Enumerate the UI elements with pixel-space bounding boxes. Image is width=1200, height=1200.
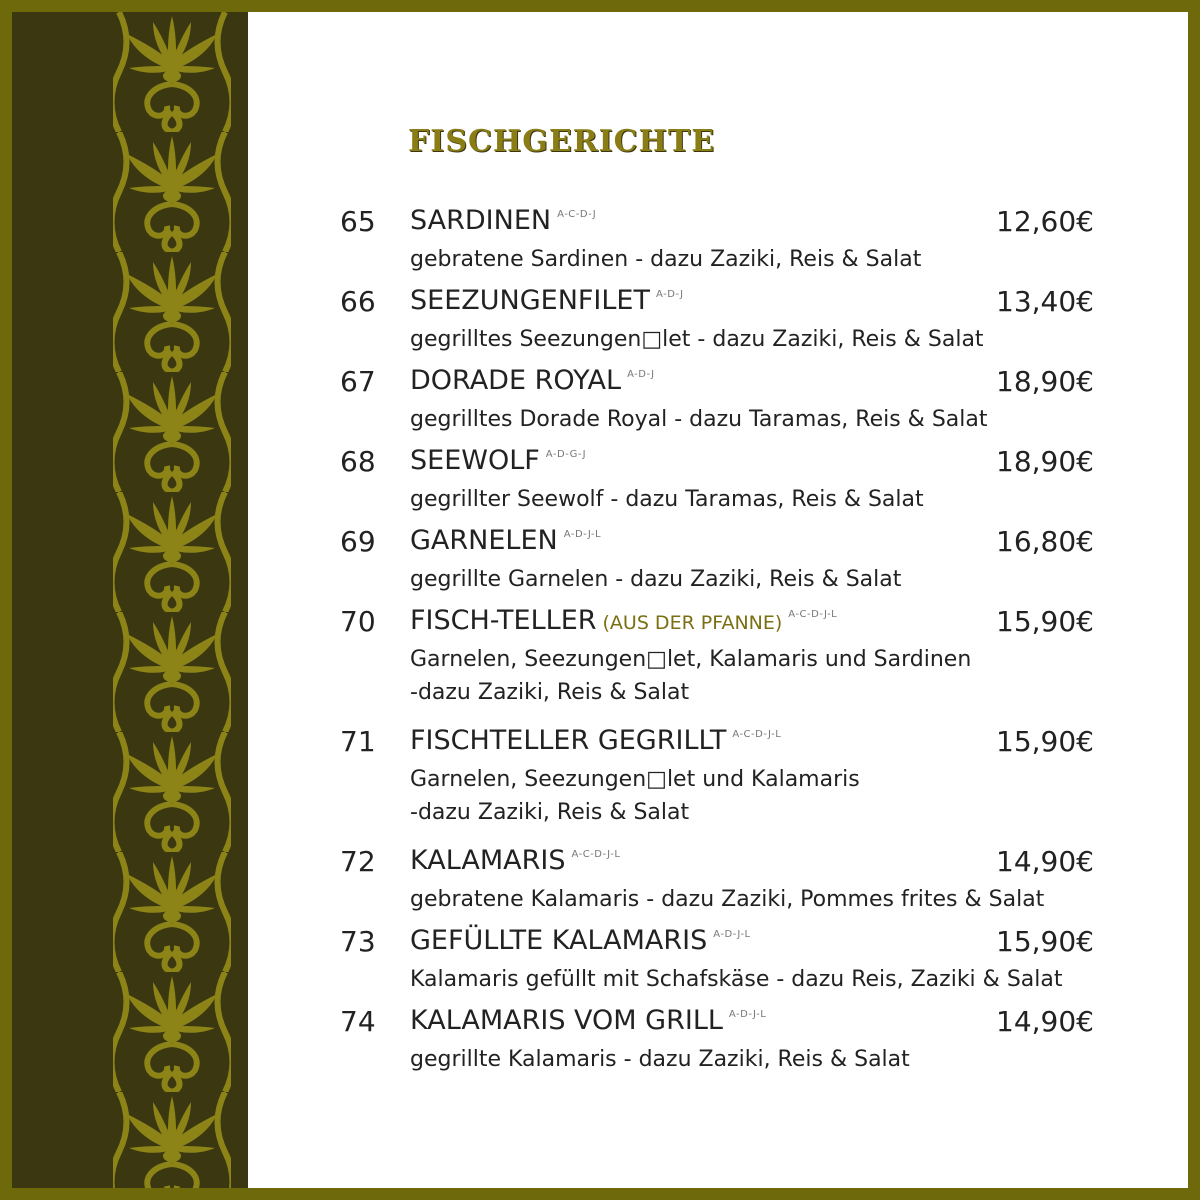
item-name-line <box>410 445 586 476</box>
item-price: 18,90€ <box>996 365 1094 398</box>
item-description <box>410 963 1062 996</box>
description-line: -dazu Zaziki, Reis & Salat <box>410 680 690 705</box>
item-number: 72 <box>340 845 376 878</box>
description-line: gegrillte Garnelen - dazu Zaziki, Reis & Salat <box>410 567 902 592</box>
allergen-codes: A-C-D-J-L <box>571 849 621 860</box>
item-description <box>410 763 860 829</box>
description-line: gebratene Sardinen - dazu Zaziki, Reis & Salat <box>410 247 922 272</box>
allergen-codes: A-C-D-J-L <box>732 729 782 740</box>
item-price: 15,90€ <box>996 925 1094 958</box>
description-line: Garnelen, Seezungen□let, Kalamaris und Sardinen <box>410 647 972 672</box>
item-price: 15,90€ <box>996 725 1094 758</box>
item-number: 71 <box>340 725 376 758</box>
item-price: 12,60€ <box>996 205 1094 238</box>
greek-palmette-ornament-icon <box>113 12 231 1188</box>
item-price: 16,80€ <box>996 525 1094 558</box>
item-price: 14,90€ <box>996 1005 1094 1038</box>
item-number: 74 <box>340 1005 376 1038</box>
description-line: gebratene Kalamaris - dazu Zaziki, Pommes frites & Salat <box>410 887 1045 912</box>
item-name-line <box>410 525 601 556</box>
item-description <box>410 323 984 356</box>
item-number: 66 <box>340 285 376 318</box>
item-name-line <box>410 205 596 236</box>
item-number: 69 <box>340 525 376 558</box>
item-name-line <box>410 1005 766 1036</box>
item-price: 13,40€ <box>996 285 1094 318</box>
item-name: SARDINEN <box>410 205 552 236</box>
item-description <box>410 1043 910 1076</box>
description-line: gegrilltes Seezungen□let - dazu Zaziki, Reis & Salat <box>410 327 984 352</box>
allergen-codes: A-D-J <box>627 369 655 380</box>
allergen-codes: A-D-J-L <box>563 529 602 540</box>
item-number: 73 <box>340 925 376 958</box>
description-line: gegrilltes Dorade Royal - dazu Taramas, Reis & Salat <box>410 407 988 432</box>
menu-page <box>248 12 1188 1188</box>
item-number: 65 <box>340 205 376 238</box>
description-line: gegrillter Seewolf - dazu Taramas, Reis & Salat <box>410 487 924 512</box>
item-name: SEEWOLF <box>410 445 540 476</box>
item-number: 67 <box>340 365 376 398</box>
item-description <box>410 243 921 276</box>
item-number: 68 <box>340 445 376 478</box>
item-description <box>410 643 971 709</box>
description-line: -dazu Zaziki, Reis & Salat <box>410 800 690 825</box>
item-number: 70 <box>340 605 376 638</box>
item-price: 18,90€ <box>996 445 1094 478</box>
item-name: FISCHTELLER GEGRILLT <box>410 725 727 756</box>
item-name-line <box>410 285 684 316</box>
item-name: FISCH-TELLER <box>410 605 597 636</box>
allergen-codes: A-C-D-J <box>557 209 597 220</box>
item-name: DORADE ROYAL <box>410 365 622 396</box>
item-price: 14,90€ <box>996 845 1094 878</box>
allergen-codes: A-D-G-J <box>545 449 587 460</box>
item-name-line <box>410 725 781 756</box>
section-title: FISCHGERICHTE <box>408 124 716 159</box>
allergen-codes: A-D-J-L <box>713 929 751 940</box>
allergen-codes: A-C-D-J-L <box>788 609 838 620</box>
item-name: GEFÜLLTE KALAMARIS <box>410 925 708 956</box>
item-name: GARNELEN <box>410 525 558 556</box>
description-line: Kalamaris gefüllt mit Schafskäse - dazu Reis, Zaziki & Salat <box>410 967 1063 992</box>
item-name-line <box>410 925 751 956</box>
allergen-codes: A-D-J <box>655 289 684 300</box>
item-description <box>410 563 901 596</box>
item-description <box>410 483 924 516</box>
description-line: gegrillte Kalamaris - dazu Zaziki, Reis & Salat <box>410 1047 910 1072</box>
item-name-line <box>410 845 620 876</box>
item-name: SEEZUNGENFILET <box>410 285 650 316</box>
allergen-codes: A-D-J-L <box>728 1009 767 1020</box>
item-price: 15,90€ <box>996 605 1094 638</box>
item-name-line <box>410 365 655 396</box>
item-description <box>410 883 1044 916</box>
item-description <box>410 403 988 436</box>
description-line: Garnelen, Seezungen□let und Kalamaris <box>410 767 860 792</box>
item-subtitle: (AUS DER PFANNE) <box>602 612 783 634</box>
item-name-line <box>410 605 837 636</box>
item-name: KALAMARIS <box>410 845 566 876</box>
item-name: KALAMARIS VOM GRILL <box>410 1005 723 1036</box>
